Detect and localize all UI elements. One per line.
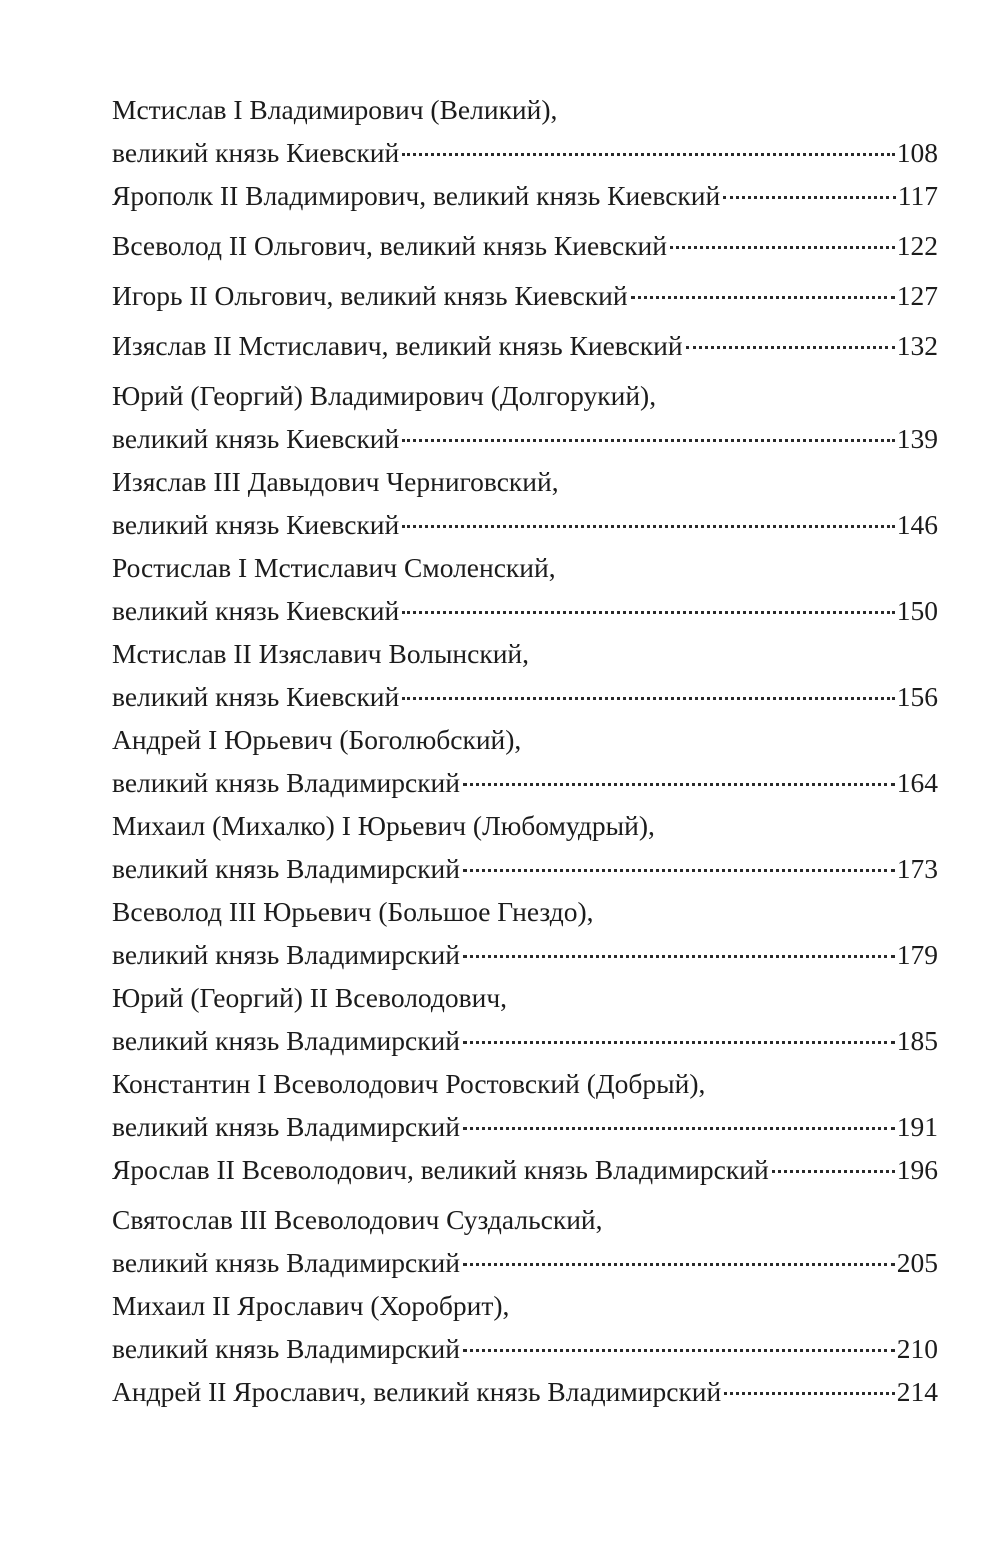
toc-entry-leader-line bbox=[112, 589, 938, 632]
toc-entry[interactable] bbox=[112, 1370, 938, 1413]
toc-entry[interactable] bbox=[112, 88, 938, 174]
toc-entry-title: Изяслав II Мстиславич, великий князь Киевский bbox=[112, 330, 683, 361]
toc-page-number: 173 bbox=[896, 853, 938, 884]
toc-entry-subtitle: великий князь Киевский bbox=[112, 137, 400, 168]
toc-entry-title: Ярослав II Всеволодович, великий князь Владимирский bbox=[112, 1154, 769, 1185]
dot-leader bbox=[723, 178, 896, 206]
toc-entry-title: Андрей I Юрьевич (Боголюбский), bbox=[112, 724, 522, 755]
toc-entry-leader-line bbox=[112, 1370, 938, 1413]
toc-entry[interactable] bbox=[112, 460, 938, 546]
toc-entry-title: Юрий (Георгий) Владимирович (Долгорукий), bbox=[112, 380, 657, 411]
toc-page-number: 122 bbox=[896, 230, 938, 261]
toc-entry[interactable] bbox=[112, 1148, 938, 1191]
toc-entry-title: Всеволод III Юрьевич (Большое Гнездо), bbox=[112, 896, 594, 927]
toc-entry[interactable] bbox=[112, 718, 938, 804]
toc-entry-leader-line bbox=[112, 503, 938, 546]
toc-page-number: 127 bbox=[896, 280, 938, 311]
toc-page-number: 205 bbox=[896, 1247, 938, 1278]
toc-entry-leader-line bbox=[112, 324, 938, 367]
toc-entry-leader-line bbox=[112, 1241, 938, 1284]
toc-entry-leader-line bbox=[112, 1019, 938, 1062]
toc-entry-leader-line bbox=[112, 131, 938, 174]
toc-page-number: 164 bbox=[896, 767, 938, 798]
toc-entry[interactable] bbox=[112, 546, 938, 632]
toc-entry-leader-line bbox=[112, 847, 938, 890]
toc-entry-leader-line bbox=[112, 761, 938, 804]
toc-page-number: 191 bbox=[896, 1111, 938, 1142]
toc-entry-subtitle: великий князь Владимирский bbox=[112, 853, 460, 884]
toc-entry[interactable] bbox=[112, 1284, 938, 1370]
toc-page-number: 214 bbox=[896, 1376, 938, 1407]
dot-leader bbox=[402, 679, 895, 707]
toc-entry-leader-line bbox=[112, 933, 938, 976]
toc-entry[interactable] bbox=[112, 274, 938, 317]
toc-entry-title: Игорь II Ольгович, великий князь Киевский bbox=[112, 280, 628, 311]
toc-page-number: 139 bbox=[896, 423, 938, 454]
toc-page-number: 179 bbox=[896, 939, 938, 970]
dot-leader bbox=[402, 421, 895, 449]
toc-entry-leader-line bbox=[112, 1105, 938, 1148]
toc-page-number: 196 bbox=[896, 1154, 938, 1185]
toc-page-number: 150 bbox=[896, 595, 938, 626]
toc-page-number: 132 bbox=[896, 330, 938, 361]
dot-leader bbox=[463, 765, 895, 793]
toc-entry-subtitle: великий князь Киевский bbox=[112, 681, 400, 712]
toc-entry-leader-line bbox=[112, 274, 938, 317]
toc-page-number: 108 bbox=[896, 137, 938, 168]
toc-page-number: 156 bbox=[896, 681, 938, 712]
toc-entry-subtitle: великий князь Владимирский bbox=[112, 1111, 460, 1142]
dot-leader bbox=[772, 1152, 895, 1180]
toc-entry-title: Ростислав I Мстиславич Смоленский, bbox=[112, 552, 556, 583]
toc-entry[interactable] bbox=[112, 804, 938, 890]
toc-entry-title: Изяслав III Давыдович Черниговский, bbox=[112, 466, 559, 497]
toc-entry-leader-line bbox=[112, 174, 938, 217]
toc-entry-subtitle: великий князь Киевский bbox=[112, 595, 400, 626]
toc-entry-title: Всеволод II Ольгович, великий князь Киевский bbox=[112, 230, 667, 261]
dot-leader bbox=[724, 1374, 895, 1402]
toc-page-number: 185 bbox=[896, 1025, 938, 1056]
toc-entry[interactable] bbox=[112, 976, 938, 1062]
toc-entry-title: Андрей II Ярославич, великий князь Владимирский bbox=[112, 1376, 722, 1407]
toc-entry[interactable] bbox=[112, 1198, 938, 1284]
toc-entry-leader-line bbox=[112, 417, 938, 460]
dot-leader bbox=[631, 278, 895, 306]
table-of-contents bbox=[112, 88, 938, 1420]
toc-page-number: 210 bbox=[896, 1333, 938, 1364]
toc-entry-subtitle: великий князь Киевский bbox=[112, 509, 400, 540]
toc-entry-subtitle: великий князь Владимирский bbox=[112, 1333, 460, 1364]
toc-entry-leader-line bbox=[112, 1148, 938, 1191]
toc-entry-title: Михаил II Ярославич (Хоробрит), bbox=[112, 1290, 510, 1321]
dot-leader bbox=[463, 1245, 895, 1273]
dot-leader bbox=[402, 507, 895, 535]
dot-leader bbox=[670, 228, 895, 256]
toc-entry-subtitle: великий князь Владимирский bbox=[112, 767, 460, 798]
toc-entry-title: Ярополк II Владимирович, великий князь Киевский bbox=[112, 180, 721, 211]
toc-entry-title: Михаил (Михалко) I Юрьевич (Любомудрый), bbox=[112, 810, 655, 841]
toc-entry-leader-line bbox=[112, 224, 938, 267]
dot-leader bbox=[463, 1023, 895, 1051]
toc-entry-title: Мстислав II Изяславич Волынский, bbox=[112, 638, 530, 669]
toc-entry-leader-line bbox=[112, 1327, 938, 1370]
toc-page-number: 117 bbox=[897, 180, 938, 211]
dot-leader bbox=[402, 593, 895, 621]
toc-entry-leader-line bbox=[112, 675, 938, 718]
toc-entry[interactable] bbox=[112, 374, 938, 460]
toc-entry-title: Мстислав I Владимирович (Великий), bbox=[112, 94, 558, 125]
toc-entry[interactable] bbox=[112, 174, 938, 217]
toc-entry[interactable] bbox=[112, 324, 938, 367]
toc-entry-subtitle: великий князь Владимирский bbox=[112, 939, 460, 970]
dot-leader bbox=[463, 1331, 895, 1359]
toc-page-number: 146 bbox=[896, 509, 938, 540]
toc-entry[interactable] bbox=[112, 1062, 938, 1148]
toc-entry[interactable] bbox=[112, 224, 938, 267]
toc-entry[interactable] bbox=[112, 890, 938, 976]
dot-leader bbox=[463, 937, 895, 965]
toc-entry-title: Святослав III Всеволодович Суздальский, bbox=[112, 1204, 603, 1235]
toc-entry-title: Константин I Всеволодович Ростовский (Добрый), bbox=[112, 1068, 706, 1099]
toc-entry-subtitle: великий князь Владимирский bbox=[112, 1025, 460, 1056]
dot-leader bbox=[402, 135, 895, 163]
toc-entry-subtitle: великий князь Владимирский bbox=[112, 1247, 460, 1278]
dot-leader bbox=[463, 1109, 895, 1137]
toc-entry[interactable] bbox=[112, 632, 938, 718]
toc-entry-subtitle: великий князь Киевский bbox=[112, 423, 400, 454]
dot-leader bbox=[463, 851, 895, 879]
dot-leader bbox=[686, 328, 895, 356]
toc-entry-title: Юрий (Георгий) II Всеволодович, bbox=[112, 982, 508, 1013]
